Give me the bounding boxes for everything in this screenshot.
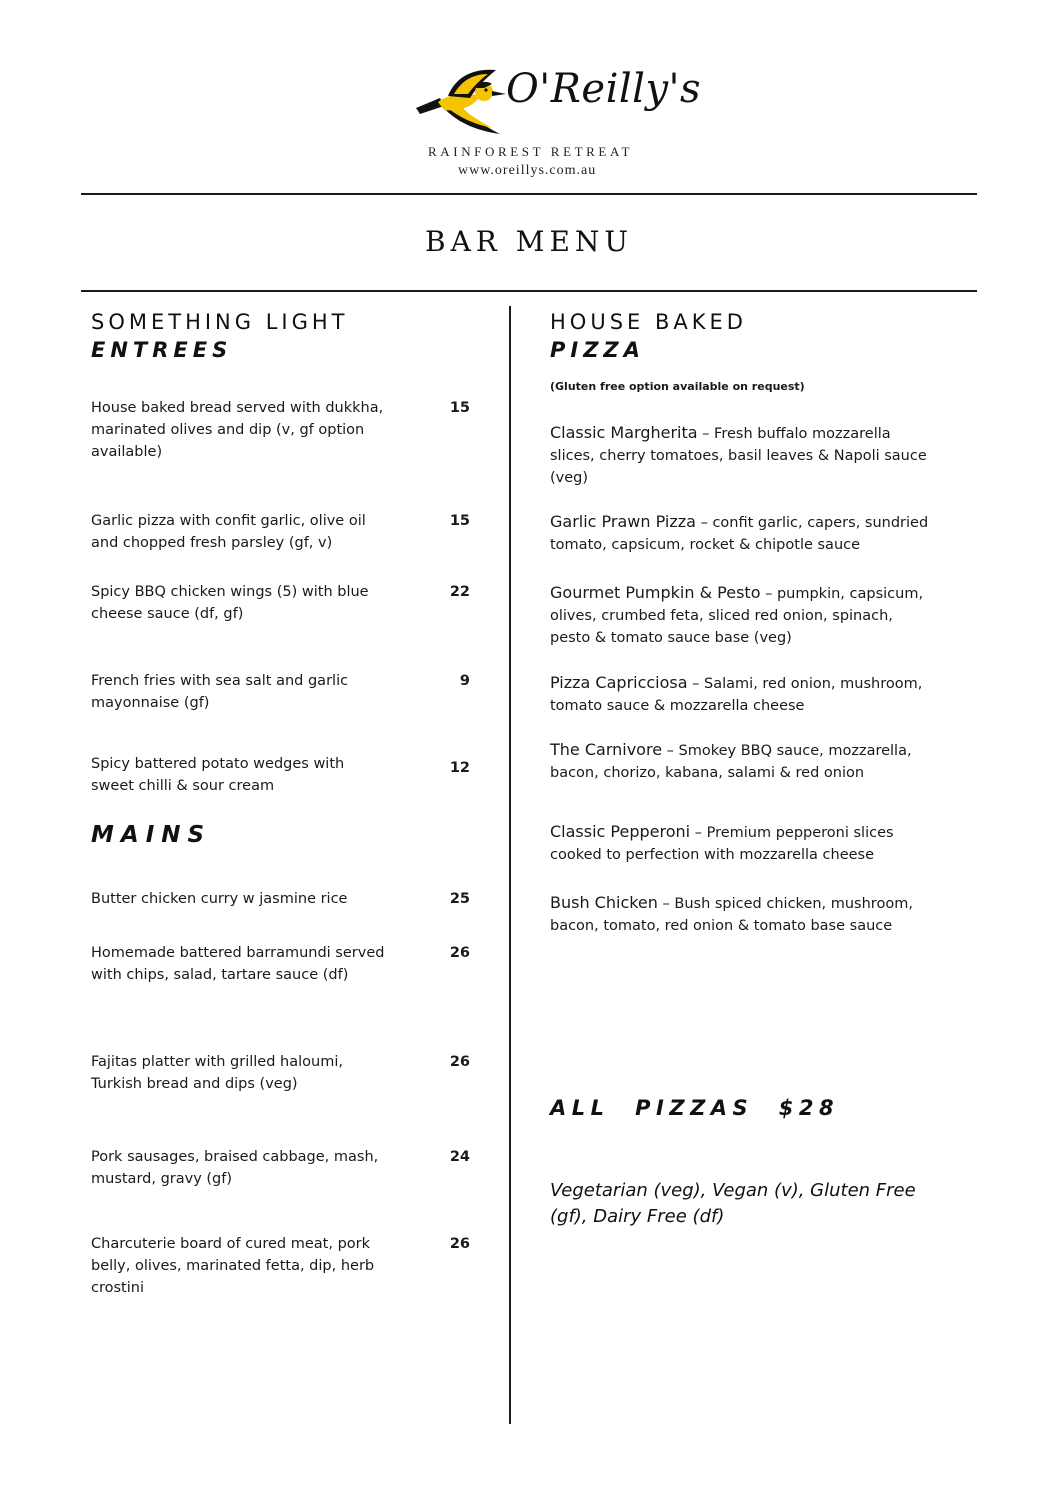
title-rule: [81, 290, 977, 292]
menu-item-price: 22: [449, 584, 470, 600]
menu-item-price: 26: [449, 1054, 470, 1070]
pizza-name: Classic Pepperoni: [550, 822, 691, 841]
pizza-description: Fresh buffalo mozzarella slices, cherry tomatoes, basil leaves & Napoli sauce (veg): [550, 426, 927, 486]
section-heading-entrees: ENTREES: [91, 338, 233, 362]
pizza-name: Pizza Capricciosa: [550, 673, 688, 692]
pizza-separator: –: [760, 586, 777, 602]
menu-item: Charcuterie board of cured meat, pork belly, olives, marinated fetta, dip, herb crostini: [91, 1236, 375, 1296]
brand-logo: [414, 64, 702, 184]
menu-item: Spicy battered potato wedges with sweet chilli & sour cream: [91, 756, 345, 794]
section-heading-pizza: PIZZA: [550, 338, 645, 362]
menu-item: Fajitas platter with grilled haloumi, Turkish bread and dips (veg): [91, 1054, 343, 1092]
brand-tagline: RAINFOREST RETREAT: [428, 144, 634, 159]
pizza-item: [550, 511, 935, 556]
pizza-item: [550, 739, 935, 784]
pizza-description: Bush spiced chicken, mushroom, bacon, tomato, red onion & tomato base sauce: [550, 896, 913, 934]
pizza-item: [550, 821, 935, 866]
menu-item: Homemade battered barramundi served with chips, salad, tartare sauce (df): [91, 945, 385, 983]
menu-item-price: 26: [449, 1236, 470, 1252]
brand-name: O'Reilly's: [506, 66, 702, 112]
section-heading-house-baked: HOUSE BAKED: [550, 310, 747, 334]
pizza-separator: –: [687, 676, 705, 692]
menu-item-price: 26: [449, 945, 470, 961]
dietary-legend: Vegetarian (veg), Vegan (v), Gluten Free (gf), Dairy Free (df): [550, 1180, 916, 1227]
menu-item-price: 15: [449, 513, 470, 529]
pizza-name: Bush Chicken: [550, 893, 658, 912]
pizza-description: Smokey BBQ sauce, mozzarella, bacon, chorizo, kabana, salami & red onion: [550, 743, 912, 781]
pizza-item: [550, 582, 935, 649]
pizza-item: [550, 422, 935, 489]
pizza-description: confit garlic, capers, sundried tomato, capsicum, rocket & chipotle sauce: [550, 515, 929, 553]
menu-item-price: 25: [449, 891, 470, 907]
menu-item: Garlic pizza with confit garlic, olive oil and chopped fresh parsley (gf, v): [91, 513, 366, 551]
pizza-separator: –: [657, 896, 675, 912]
menu-item-price: 15: [449, 400, 470, 416]
menu-item: Spicy BBQ chicken wings (5) with blue cheese sauce (df, gf): [91, 584, 369, 622]
menu-item-price: 9: [459, 673, 470, 689]
pizza-item: [550, 892, 935, 937]
all-pizzas-price: ALL PIZZAS $28: [550, 1096, 840, 1120]
pizza-name: The Carnivore: [550, 740, 663, 759]
pizza-description: Premium pepperoni slices cooked to perfection with mozzarella cheese: [550, 825, 894, 863]
menu-item-price: 24: [449, 1149, 470, 1165]
section-heading-something-light: SOMETHING LIGHT: [91, 310, 349, 334]
menu-item: Butter chicken curry w jasmine rice: [91, 891, 348, 907]
menu-item: Pork sausages, braised cabbage, mash, mustard, gravy (gf): [91, 1149, 379, 1187]
bird-logo-icon: [414, 64, 510, 144]
menu-item: House baked bread served with dukkha, marinated olives and dip (v, gf option available): [91, 400, 384, 460]
pizza-item: [550, 672, 935, 717]
page-title: BAR MENU: [425, 225, 633, 258]
pizza-separator: –: [695, 515, 713, 531]
pizza-separator: –: [697, 426, 715, 442]
pizza-name: Gourmet Pumpkin & Pesto: [550, 583, 761, 602]
pizza-separator: –: [662, 743, 679, 759]
pizza-separator: –: [690, 825, 707, 841]
column-divider: [509, 306, 511, 1424]
top-rule: [81, 193, 977, 195]
pizza-description: Salami, red onion, mushroom, tomato sauce & mozzarella cheese: [550, 676, 923, 714]
brand-url[interactable]: www.oreillys.com.au: [458, 163, 597, 178]
pizza-description: pumpkin, capsicum, olives, crumbed feta, sliced red onion, spinach, pesto & tomato sauce base (veg): [550, 586, 924, 646]
section-heading-mains: MAINS: [91, 822, 212, 848]
menu-item-price: 12: [449, 760, 470, 776]
menu-item: French fries with sea salt and garlic mayonnaise (gf): [91, 673, 349, 711]
pizza-name: Garlic Prawn Pizza: [550, 512, 696, 531]
gluten-free-note: (Gluten free option available on request): [550, 380, 805, 393]
pizza-name: Classic Margherita: [550, 423, 698, 442]
